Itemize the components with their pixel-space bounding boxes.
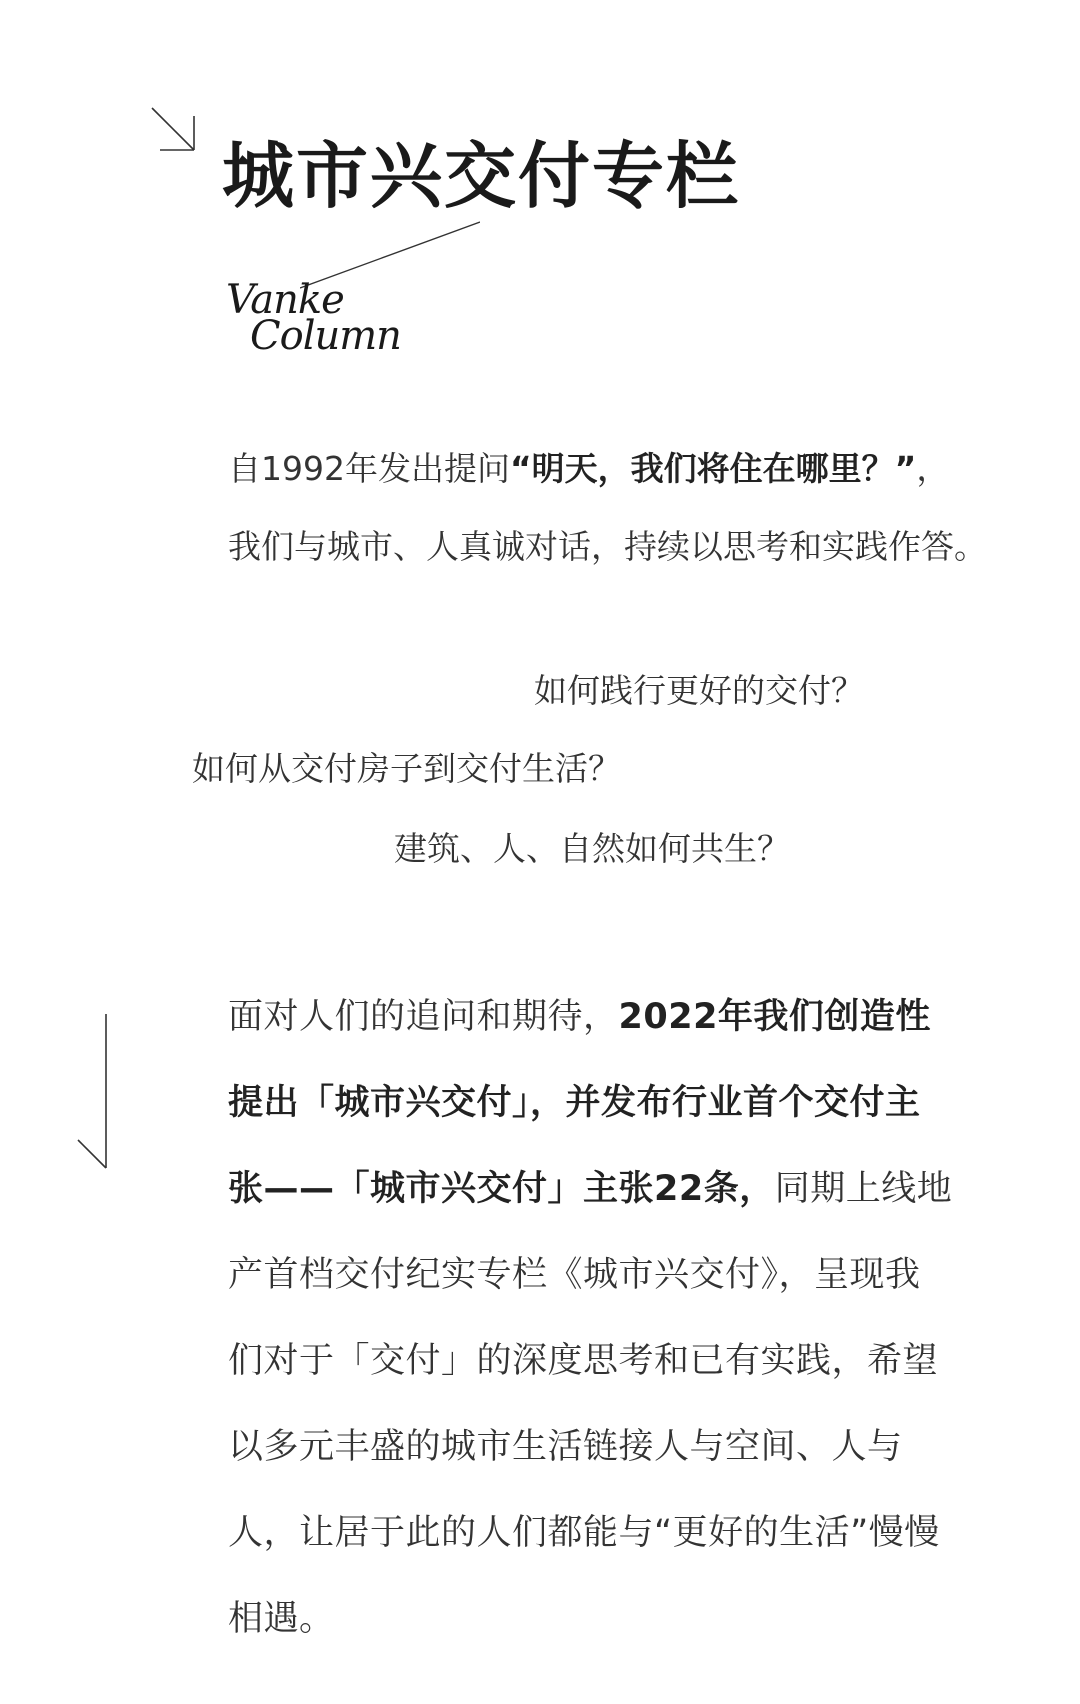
body-line-4: 产首档交付纪实专栏《城市兴交付》，呈现我 xyxy=(228,1255,921,1295)
body-line-7: 人，让居于此的人们都能与“更好的生活”慢慢 xyxy=(228,1513,940,1553)
intro-line-1 xyxy=(228,449,950,488)
body-text: 同期上线地 xyxy=(774,1169,953,1209)
body-line-6: 以多元丰盛的城市生活链接人与空间、人与 xyxy=(228,1427,903,1467)
body-text: 面对人们的追问和期待， xyxy=(228,997,619,1037)
question-3: 建筑、人、自然如何共生？ xyxy=(394,829,790,868)
arrow-down-right-icon xyxy=(150,106,198,154)
intro-text: 自1992年发出提问 xyxy=(228,449,510,488)
intro-question: “明天，我们将住在哪里？” xyxy=(509,449,917,488)
body-emphasis: 提出「城市兴交付」，并发布行业首个交付主 xyxy=(228,1083,921,1123)
arrow-down-left-icon xyxy=(76,1012,116,1172)
body-line-2 xyxy=(228,1083,921,1123)
subtitle-vanke: Vanke xyxy=(226,277,344,323)
subtitle-column: Column xyxy=(250,313,401,359)
intro-line-2: 我们与城市、人真诚对话，持续以思考和实践作答。 xyxy=(228,527,987,566)
question-2: 如何从交付房子到交付生活？ xyxy=(192,749,621,788)
page-title: 城市兴交付专栏 xyxy=(222,133,741,218)
body-line-5: 们对于「交付」的深度思考和已有实践，希望 xyxy=(228,1341,939,1381)
body-emphasis: 张——「城市兴交付」主张22条， xyxy=(228,1169,775,1209)
intro-punctuation: ， xyxy=(916,449,950,488)
question-1: 如何践行更好的交付？ xyxy=(534,671,864,710)
body-line-1 xyxy=(228,997,931,1037)
body-emphasis: 2022年我们创造性 xyxy=(618,997,931,1037)
body-line-3 xyxy=(228,1169,953,1209)
body-line-8: 相遇。 xyxy=(228,1599,335,1639)
